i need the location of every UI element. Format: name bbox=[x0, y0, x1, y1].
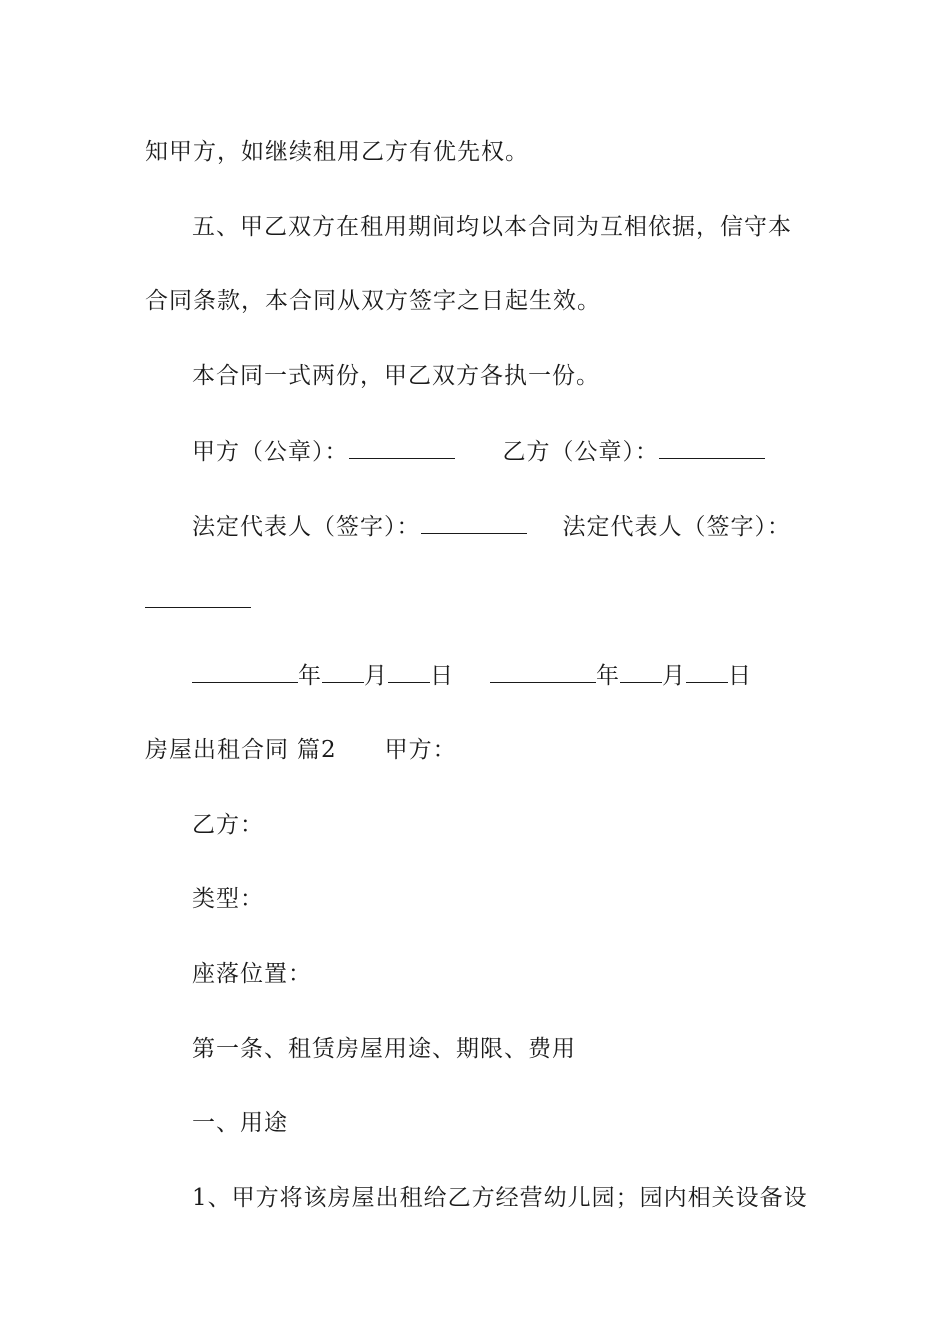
party-b-seal-blank bbox=[659, 436, 765, 459]
contract-title-line bbox=[145, 735, 457, 765]
party-a-seal-label: 甲方（公章）： bbox=[192, 439, 349, 465]
date-a-day-blank bbox=[388, 660, 430, 683]
date-a-day-label: 日 bbox=[430, 663, 454, 689]
party-b-label: 乙方： bbox=[192, 812, 264, 838]
party-b-rep-blank-line bbox=[145, 585, 251, 616]
party-a-seal-blank bbox=[349, 436, 455, 459]
contract-part: 篇2 bbox=[297, 737, 337, 763]
party-a-label: 甲方： bbox=[384, 737, 457, 763]
section-heading: 一、用途 bbox=[192, 1110, 288, 1136]
contract-title: 房屋出租合同 bbox=[145, 737, 289, 763]
date-b-year-label: 年 bbox=[596, 663, 620, 689]
party-a-rep-label: 法定代表人（签字）： bbox=[192, 514, 421, 540]
article-heading: 第一条、租赁房屋用途、期限、费用 bbox=[192, 1036, 576, 1062]
location-label: 座落位置： bbox=[192, 961, 312, 987]
date-line bbox=[192, 660, 752, 691]
paragraph-line: 合同条款，本合同从双方签字之日起生效。 bbox=[145, 288, 601, 314]
party-a-rep-blank bbox=[421, 511, 527, 534]
paragraph-line: 知甲方，如继续租用乙方有优先权。 bbox=[145, 139, 529, 165]
representative-line bbox=[192, 511, 791, 542]
party-b-seal-label: 乙方（公章）： bbox=[502, 439, 659, 465]
seal-line bbox=[192, 436, 765, 467]
date-b-day-blank bbox=[686, 660, 728, 683]
date-a-year-label: 年 bbox=[298, 663, 322, 689]
date-b-year-blank bbox=[490, 660, 596, 683]
paragraph-line: 本合同一式两份，甲乙双方各执一份。 bbox=[192, 363, 600, 389]
paragraph-line: 1、甲方将该房屋出租给乙方经营幼儿园；园内相关设备设 bbox=[192, 1185, 808, 1211]
paragraph-line: 五、甲乙双方在租用期间均以本合同为互相依据，信守本 bbox=[192, 214, 792, 240]
date-a-month-blank bbox=[322, 660, 364, 683]
date-a-year-blank bbox=[192, 660, 298, 683]
date-b-day-label: 日 bbox=[728, 663, 752, 689]
type-label: 类型： bbox=[192, 886, 264, 912]
date-b-month-label: 月 bbox=[662, 663, 686, 689]
party-b-rep-label: 法定代表人（签字）： bbox=[562, 514, 791, 540]
party-b-rep-blank bbox=[145, 585, 251, 608]
date-a-month-label: 月 bbox=[364, 663, 388, 689]
date-b-month-blank bbox=[620, 660, 662, 683]
